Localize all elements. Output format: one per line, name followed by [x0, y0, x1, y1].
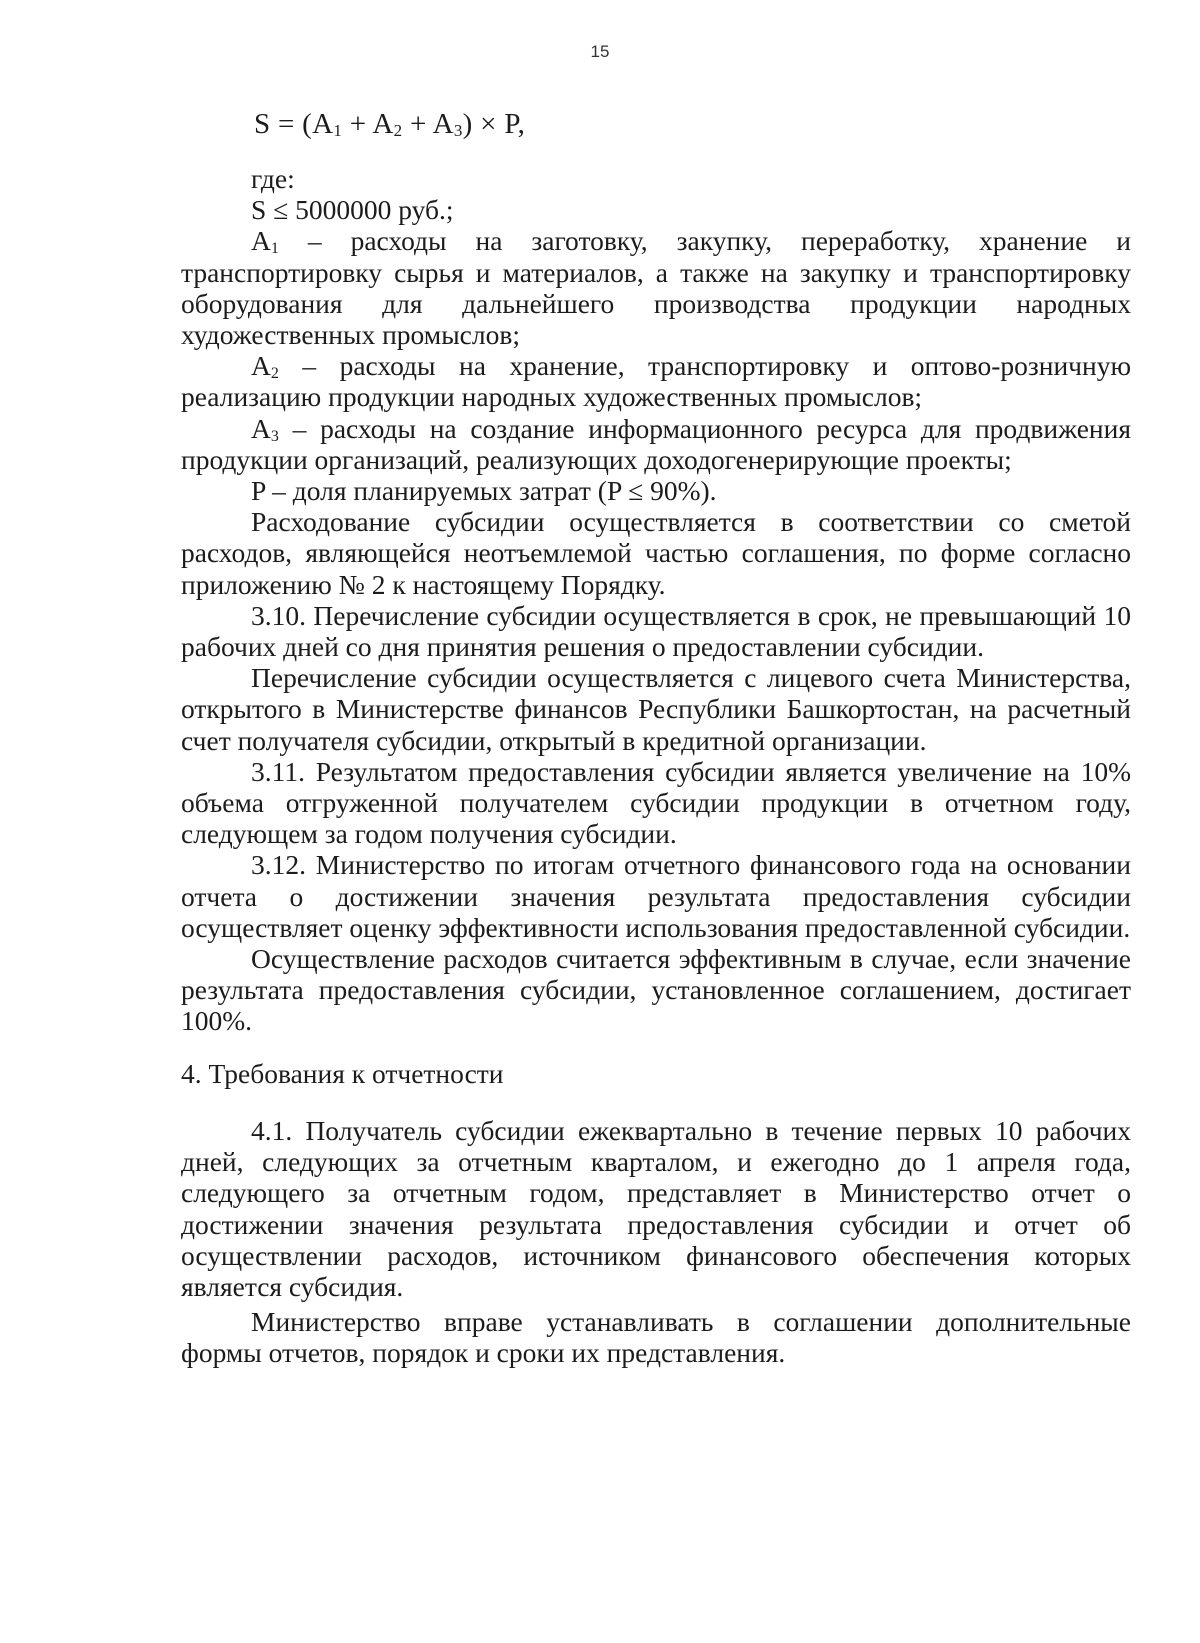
a3-symbol: A — [251, 412, 271, 444]
formula-part: + A — [402, 108, 454, 140]
a2-text: – расходы на хранение, транспортировку и оптово-розничную реализацию продукции народных художественных промыслов; — [181, 350, 1131, 413]
section-4-heading: 4. Требования к отчетности — [181, 1057, 504, 1089]
a2-definition — [181, 350, 1131, 412]
a1-definition — [181, 225, 1131, 350]
subsidy-formula — [254, 108, 525, 141]
a2-symbol: A — [251, 350, 271, 382]
paragraph-3-12: 3.12. Министерство по итогам отчетного финансового года на основании отчета о достижении значения результата предоставления субсидии осуществляет оценку эффективности использования предоставленной субсидии. — [181, 849, 1131, 943]
s-limit: S ≤ 5000000 руб.; — [251, 194, 454, 226]
a3-text: – расходы на создание информационного ресурса для продвижения продукции организаций, реализующих доходогенерирующие проекты; — [181, 412, 1131, 475]
paragraph-spending: Расходование субсидии осуществляется в соответствии со сметой расходов, являющейся неотъемлемой частью соглашения, по форме согласно приложению № 2 к настоящему Порядку. — [181, 506, 1131, 600]
formula-subscript: 1 — [333, 121, 343, 140]
formula-subscript: 2 — [393, 121, 403, 140]
a3-definition — [181, 413, 1131, 475]
formula-part: ) × P, — [462, 108, 526, 140]
document-body — [181, 163, 1131, 1369]
a1-symbol: A — [251, 225, 271, 257]
a1-text: – расходы на заготовку, закупку, переработку, хранение и транспортировку сырья и материалов, а также на закупку и транспортировку оборудования для дальнейшего производства продукции народных художественных промыслов; — [181, 225, 1131, 351]
paragraph-transfer: Перечисление субсидии осуществляется с лицевого счета Министерства, открытого в Министерстве финансов Республики Башкортостан, на расчетный счет получателя субсидии, открытый в кредитной организации. — [181, 662, 1131, 756]
a1-subscript: 1 — [270, 240, 279, 258]
paragraph-3-11: 3.11. Результатом предоставления субсидии является увеличение на 10% объема отгруженной получателем субсидии продукции в отчетном году, следующем за годом получения субсидии. — [181, 755, 1131, 850]
where-label: где: — [251, 163, 295, 194]
formula-part: S = (A — [254, 108, 334, 140]
paragraph-ministry-forms: Министерство вправе устанавливать в соглашении дополнительные формы отчетов, порядок и сроки их представления. — [181, 1306, 1131, 1369]
paragraph-4-1: 4.1. Получатель субсидии ежеквартально в течение первых 10 рабочих дней, следующих за отчетным кварталом, и ежегодно до 1 апреля года, следующего за отчетным годом, представляет в Министерство отчет о достижении значения результата предоставления субсидии и отчет об осуществлении расходов, источником финансового обеспечения которых является субсидия. — [181, 1114, 1131, 1302]
formula-subscript: 3 — [453, 121, 463, 140]
page-number: 15 — [590, 42, 610, 61]
a2-subscript: 2 — [270, 365, 279, 383]
p-share-definition: P – доля планируемых затрат (P ≤ 90%). — [251, 475, 717, 507]
paragraph-3-10: 3.10. Перечисление субсидии осуществляется в срок, не превышающий 10 рабочих дней со дня принятия решения о предоставлении субсидии. — [181, 599, 1131, 663]
a3-subscript: 3 — [270, 427, 279, 445]
paragraph-effective: Осуществление расходов считается эффективным в случае, если значение результата предоставления субсидии, установленное соглашением, достигает 100%. — [181, 943, 1131, 1037]
formula-part: + A — [342, 108, 394, 140]
